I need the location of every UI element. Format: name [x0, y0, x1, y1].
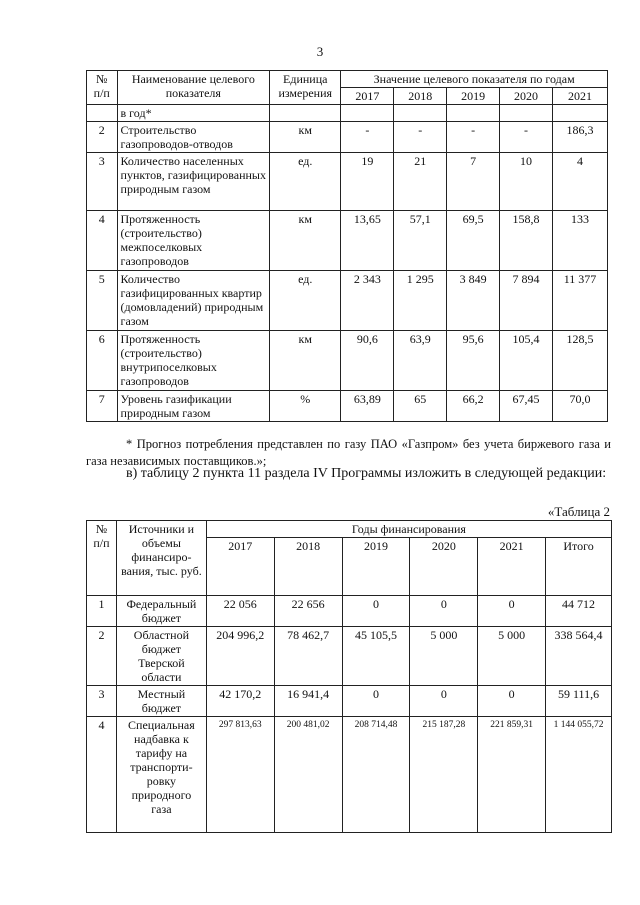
- header-year: 2020: [410, 538, 478, 596]
- row-number: 2: [87, 627, 117, 686]
- value-cell: 7 894: [500, 271, 553, 331]
- header-year-group: Значение целевого показателя по годам: [341, 71, 608, 88]
- unit: км: [270, 331, 341, 391]
- header-year: 2018: [274, 538, 342, 596]
- total-cell: 338 564,4: [546, 627, 612, 686]
- header-num: № п/п: [87, 521, 117, 596]
- table-row: [87, 686, 612, 717]
- value-cell: 13,65: [341, 211, 394, 271]
- table-row: [87, 153, 608, 211]
- value-cell: 221 859,31: [478, 717, 546, 833]
- header-year: 2019: [342, 538, 410, 596]
- value-cell: 3 849: [447, 271, 500, 331]
- row-number: 6: [87, 331, 118, 391]
- table-row: [87, 122, 608, 153]
- footnote: * Прогноз потребления представлен по газу ПАО «Газпром» без учета биржевого газа и газа независимых поставщиков.»;: [86, 437, 611, 468]
- table-row: [87, 211, 608, 271]
- value-cell: 78 462,7: [274, 627, 342, 686]
- value-cell: -: [341, 122, 394, 153]
- value-cell: 128,5: [552, 331, 607, 391]
- value-cell: 204 996,2: [206, 627, 274, 686]
- table-row: [87, 627, 612, 686]
- unit: км: [270, 122, 341, 153]
- value-cell: 10: [500, 153, 553, 211]
- value-cell: 1 295: [394, 271, 447, 331]
- indicator-name: Протяженность (строительство) внутрипоселковых газопроводов: [117, 331, 270, 391]
- header-year: 2017: [341, 88, 394, 105]
- indicator-name: Количество газифицированных квартир (домовладений) природным газом: [117, 271, 270, 331]
- value-cell: 69,5: [447, 211, 500, 271]
- value-cell: 21: [394, 153, 447, 211]
- header-year: 2018: [394, 88, 447, 105]
- value-cell: 0: [478, 596, 546, 627]
- value-cell: 133: [552, 211, 607, 271]
- value-cell: 63,89: [341, 391, 394, 422]
- value-cell: -: [394, 122, 447, 153]
- header-year: 2021: [552, 88, 607, 105]
- row-number: 7: [87, 391, 118, 422]
- value-cell: -: [500, 122, 553, 153]
- funding-source: Специальная надбавка к тарифу на транспорти-ровку природного газа: [116, 717, 206, 833]
- header-unit: Единица измерения: [270, 71, 341, 105]
- table-row: [87, 105, 608, 122]
- value-cell: 22 656: [274, 596, 342, 627]
- value-cell: 16 941,4: [274, 686, 342, 717]
- value-cell: 186,3: [552, 122, 607, 153]
- indicator-name: Строительство газопроводов-отводов: [117, 122, 270, 153]
- table-caption: «Таблица 2: [547, 504, 610, 519]
- value-cell: 200 481,02: [274, 717, 342, 833]
- indicator-name: Протяженность (строительство) межпоселковых газопроводов: [117, 211, 270, 271]
- row-number: 5: [87, 271, 118, 331]
- value-cell: 19: [341, 153, 394, 211]
- target-indicators-table: [86, 70, 608, 422]
- value-cell: 2 343: [341, 271, 394, 331]
- financing-table: [86, 520, 612, 833]
- value-cell: 158,8: [500, 211, 553, 271]
- header-year-group: Годы финансирования: [206, 521, 611, 538]
- header-year: 2020: [500, 88, 553, 105]
- row-number: 4: [87, 717, 117, 833]
- header-name: Наименование целевого показателя: [117, 71, 270, 105]
- value-cell: 5 000: [410, 627, 478, 686]
- table-row: [87, 596, 612, 627]
- header-year: 2021: [478, 538, 546, 596]
- row-number: 1: [87, 596, 117, 627]
- value-cell: 0: [410, 686, 478, 717]
- value-cell: 66,2: [447, 391, 500, 422]
- value-cell: -: [447, 122, 500, 153]
- value-cell: 90,6: [341, 331, 394, 391]
- value-cell: 0: [410, 596, 478, 627]
- value-cell: 63,9: [394, 331, 447, 391]
- unit: ед.: [270, 271, 341, 331]
- value-cell: 95,6: [447, 331, 500, 391]
- indicator-name: Количество населенных пунктов, газифицированных природным газом: [117, 153, 270, 211]
- row-number: 3: [87, 686, 117, 717]
- value-cell: 57,1: [394, 211, 447, 271]
- header-year: 2017: [206, 538, 274, 596]
- page-number: 3: [316, 44, 324, 59]
- value-cell: 65: [394, 391, 447, 422]
- value-cell: 45 105,5: [342, 627, 410, 686]
- value-cell: 0: [478, 686, 546, 717]
- header-num: № п/п: [87, 71, 118, 105]
- table-row: [87, 717, 612, 833]
- value-cell: 208 714,48: [342, 717, 410, 833]
- value-cell: 22 056: [206, 596, 274, 627]
- value-cell: 70,0: [552, 391, 607, 422]
- header-total: Итого: [546, 538, 612, 596]
- row-number: 4: [87, 211, 118, 271]
- value-cell: 215 187,28: [410, 717, 478, 833]
- value-cell: 0: [342, 686, 410, 717]
- total-cell: 1 144 055,72: [546, 717, 612, 833]
- table-row: [87, 391, 608, 422]
- funding-source: Федеральный бюджет: [116, 596, 206, 627]
- continuation-text: в год*: [117, 105, 270, 122]
- row-number: 2: [87, 122, 118, 153]
- value-cell: 42 170,2: [206, 686, 274, 717]
- value-cell: 297 813,63: [206, 717, 274, 833]
- value-cell: 67,45: [500, 391, 553, 422]
- unit: км: [270, 211, 341, 271]
- unit: %: [270, 391, 341, 422]
- total-cell: 44 712: [546, 596, 612, 627]
- value-cell: 11 377: [552, 271, 607, 331]
- table-row: [87, 271, 608, 331]
- row-number: 3: [87, 153, 118, 211]
- table-row: [87, 331, 608, 391]
- value-cell: 7: [447, 153, 500, 211]
- value-cell: 4: [552, 153, 607, 211]
- unit: ед.: [270, 153, 341, 211]
- indicator-name: Уровень газификации природным газом: [117, 391, 270, 422]
- total-cell: 59 111,6: [546, 686, 612, 717]
- value-cell: 5 000: [478, 627, 546, 686]
- header-source: Источники и объемы финансиро-вания, тыс. руб.: [116, 521, 206, 596]
- funding-source: Местный бюджет: [116, 686, 206, 717]
- funding-source: Областной бюджет Тверской области: [116, 627, 206, 686]
- amendment-paragraph: в) таблицу 2 пункта 11 раздела IV Программы изложить в следующей редакции:: [126, 466, 607, 481]
- value-cell: 0: [342, 596, 410, 627]
- header-year: 2019: [447, 88, 500, 105]
- value-cell: 105,4: [500, 331, 553, 391]
